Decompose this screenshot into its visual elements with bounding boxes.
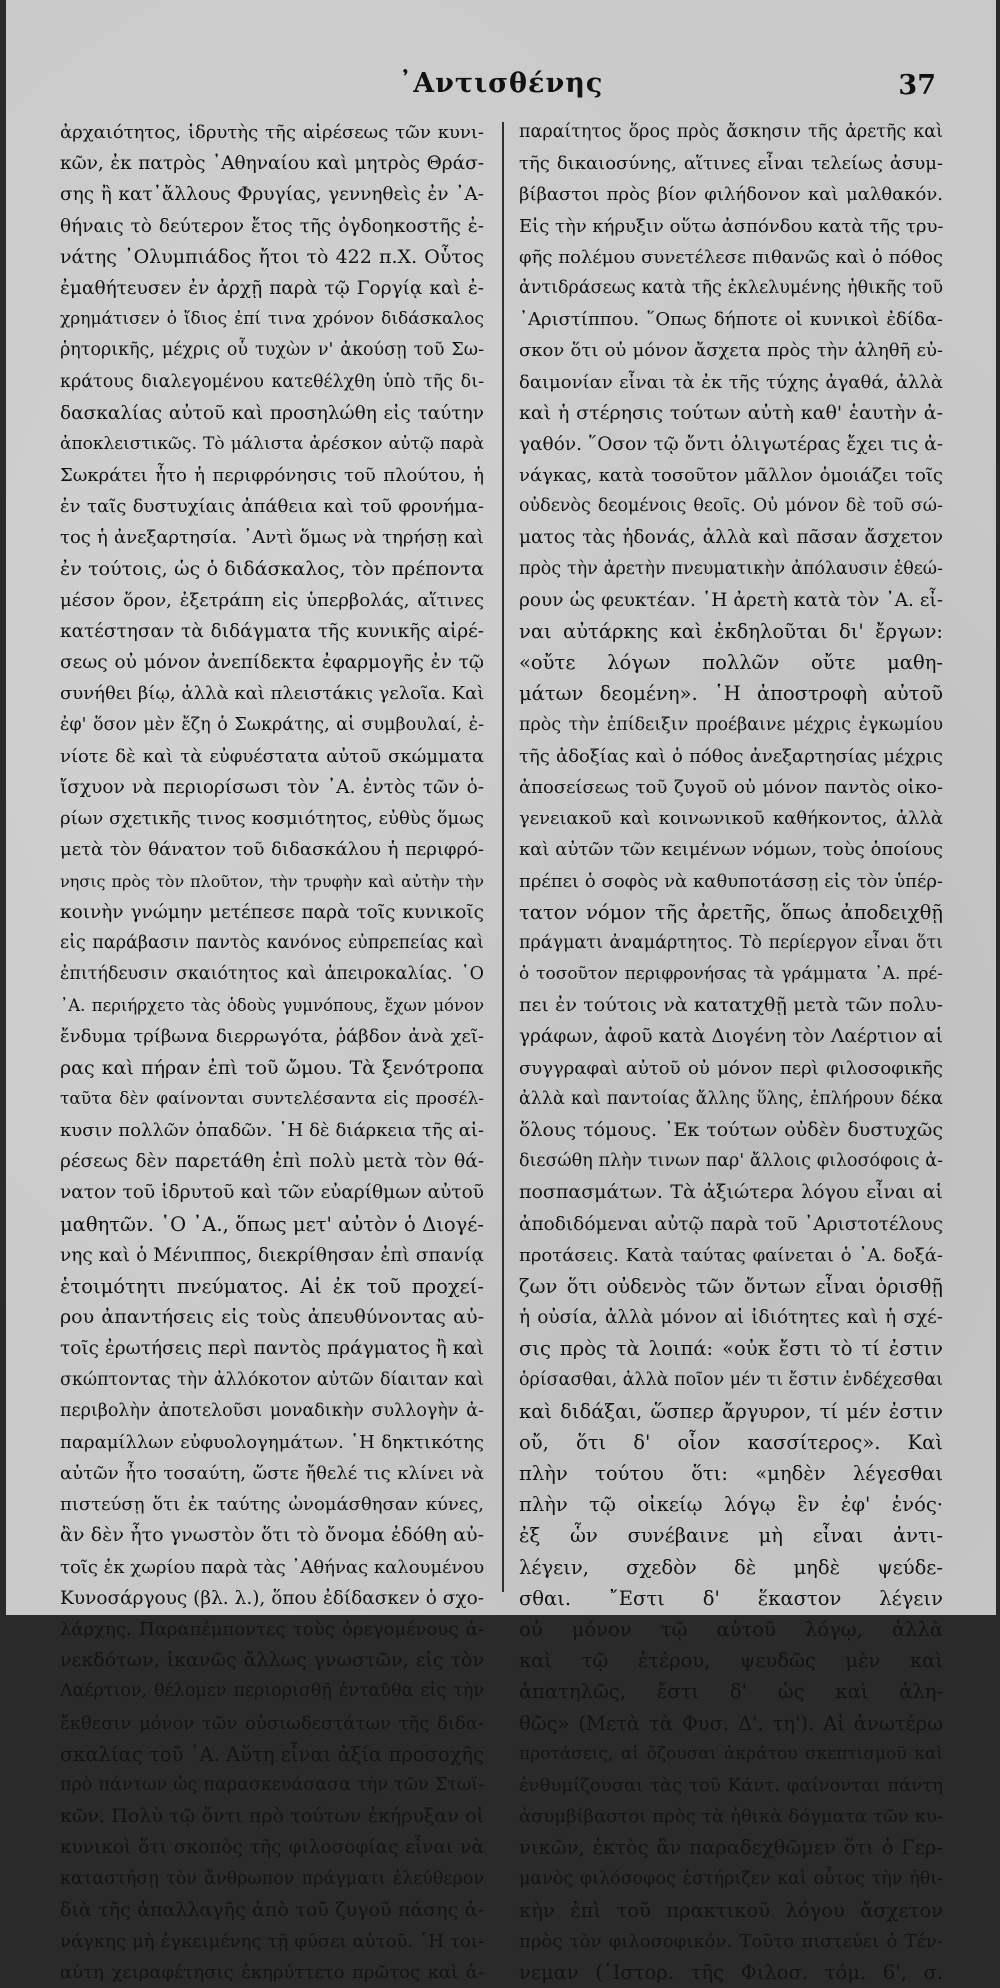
text-line: τοῖς ἐρωτήσεις περὶ παντὸς πράγματος ἢ καὶ <box>60 1338 484 1360</box>
text-line: ναι αὐτάρκης καὶ ἐκδηλοῦται δι' ἔργων: <box>519 620 943 643</box>
text-line: οὐδενὸς δεομένοις θεοῖς. Οὐ μόνον δὲ τοῦ σώ- <box>519 496 943 517</box>
text-line: καὶ ἡ στέρησις τούτων αὐτὴ καθ' ἑαυτὴν ἀ- <box>519 401 943 424</box>
text-line: προτάσεις. Κατὰ ταύτας φαίνεται ὁ ᾿Α. δοξά- <box>519 1244 943 1266</box>
running-title: ᾿Αντισθένης <box>398 68 604 99</box>
text-line: πλὴν τῷ οἰκείῳ λόγῳ ἓν ἐφ' ἑνός· <box>519 1493 943 1517</box>
text-line: μαθητῶν. ῾Ο ᾿Α., ὅπως μετ' αὐτὸν ὁ Διογέ- <box>60 1212 484 1236</box>
text-line: μάτων δεομένη». ῾Η ἀποστροφὴ αὐτοῦ <box>519 682 943 706</box>
text-line: παραμίλλων εὐφυολογημάτων. ῾Η δηκτικότης <box>60 1431 484 1453</box>
text-line: πει ἐν τούτοις νὰ κατατχθῇ μετὰ τῶν πολυ- <box>519 994 943 1017</box>
text-line: πιστεύσῃ ὅτι ἐκ ταύτης ὠνομάσθησαν κύνες, <box>60 1494 484 1516</box>
text-line: ἔκθεσιν μόνον τῶν οὐσιωδεστάτων τῆς διδα- <box>60 1712 484 1734</box>
text-line: ᾿Α. περιήρχετο τὰς ὁδοὺς γυμνόπους, ἔχων μόνον <box>60 996 484 1016</box>
text-line: κυνικοὶ ὅτι σκοπὸς τῆς φιλοσοφίας εἶναι νὰ <box>60 1837 484 1859</box>
text-line: θήναις τὸ δεύτερον ἔτος τῆς ὀγδοηκοστῆς ἐ- <box>60 215 484 237</box>
text-line: συγγραφαὶ αὐτοῦ οὐ μόνον περὶ φιλοσοφικῆς <box>519 1057 943 1079</box>
text-line: γαθόν. ῞Οσον τῷ ὄντι ὀλιγωτέρας ἔχει τις ἀ- <box>519 433 943 455</box>
text-line: ἀποκλειστικῶς. Τὸ μάλιστα ἀρέσκον αὐτῷ παρὰ <box>60 433 484 454</box>
text-line: κὴν ἐπὶ τοῦ πρακτικοῦ λόγου ἄσχετον <box>519 1898 943 1922</box>
text-line: σκαλίας τοῦ ᾿Α. Αὕτη εἶναι ἀξία προσοχῆς <box>60 1742 484 1766</box>
text-line: ρας καὶ πήραν ἐπὶ τοῦ ὤμου. Τὰ ξενότροπα <box>60 1056 484 1079</box>
text-line: προτάσεις, αἱ ὄζουσαι ἀκράτου σκεπτισμοῦ καὶ <box>519 1743 943 1764</box>
text-line: Εἰς τὴν κήρυξιν οὕτω ἀσπόνδου κατὰ τῆς τρυ- <box>519 215 943 237</box>
text-line: ματος τὰς ἡδονάς, ἀλλὰ καὶ πᾶσαν ἄσχετον <box>519 527 943 549</box>
text-line: φῆς πολέμου συνετέλεσε πιθανῶς καὶ ὁ πόθος <box>519 246 943 268</box>
text-line: ρίων σχετικῆς τινος κοσμιότητος, εὐθὺς ὅμως <box>60 808 484 830</box>
text-line: λέγειν, σχεδὸν δὲ μηδὲ ψεύδε- <box>519 1555 943 1579</box>
text-line: «οὔτε λόγων πολλῶν οὔτε μαθη- <box>519 651 943 675</box>
right-column <box>519 117 943 1988</box>
text-line: μέσον ὅρον, ἐξετράπη εἰς ὑπερβολάς, αἵτινες <box>60 589 484 611</box>
text-line: θῶς» (Μετὰ τὰ Φυσ. Δ'. τη'). Αἱ ἀνωτέρω <box>519 1711 943 1735</box>
text-line: κυσιν πολλῶν ὀπαδῶν. ῾Η δὲ διάρκεια τῆς αἱ- <box>60 1120 484 1141</box>
text-line: δαιμονίαν εἶναι τὰ ἐκ τῆς τύχης ἀγαθά, ἀλλὰ <box>519 371 943 393</box>
text-line: νίοτε δὲ καὶ τὰ εὐφυέστατα αὐτοῦ σκώμματα <box>60 745 484 767</box>
text-line: ἐνθυμίζουσαι τὰς τοῦ Κάντ. φαίνονται πάντη <box>519 1774 943 1796</box>
text-line: βίβαστοι πρὸς βίον φιλήδονον καὶ μαλθακόν. <box>519 184 943 206</box>
text-line: σις πρὸς τὰ λοιπά: «οὐκ ἔστι τὸ τί ἐστιν <box>519 1337 943 1361</box>
text-line: ἔνδυμα τρίβωνα διερρωγότα, ῥάβδον ἀνὰ χεῖ- <box>60 1026 484 1048</box>
text-line: ἐφ' ὅσον μὲν ἔζη ὁ Σωκράτης, αἱ συμβουλαί, ἐ- <box>60 714 484 735</box>
text-line: ἐν ταῖς δυστυχίαις ἀπάθεια καὶ τοῦ φρονήμα- <box>60 496 484 518</box>
text-line: σκον ὅτι οὐ μόνον ἄσχετα πρὸς τὴν ἀληθῆ εὐ- <box>519 340 943 362</box>
text-line: οὔ, ὅτι δ' οἷον κασσίτερος». Καὶ <box>519 1430 943 1454</box>
text-line: σθαι. ῎Εστι δ' ἕκαστον λέγειν <box>519 1586 943 1610</box>
text-line: ἐξ ὧν συνέβαινε μὴ εἶναι ἀντι- <box>519 1524 943 1548</box>
text-line: κῶν. Πολὺ τῷ ὄντι πρὸ τούτων ἐκήρυξαν οἱ <box>60 1805 484 1828</box>
text-line: ὅλους τόμους. ᾿Εκ τούτων οὐδὲν δυστυχῶς <box>519 1119 943 1141</box>
text-line: πρὸ πάντων ὡς παρασκευάσασα τὴν τῶν Στωϊ- <box>60 1774 484 1795</box>
text-line: χρημάτισεν ὁ ἴδιος ἐπί τινα χρόνον διδάσκαλος <box>60 309 484 330</box>
text-line: σης ἢ κατ᾿ἄλλους Φρυγίας, γεννηθεὶς ἐν ᾿Α- <box>60 184 484 206</box>
text-line: Σωκράτει ἦτο ἡ περιφρόνησις τοῦ πλούτου, ἡ <box>60 465 484 487</box>
text-line: τατον νόμον τῆς ἀρετῆς, ὅπως ἀποδειχθῇ <box>519 900 943 924</box>
text-line: πράγματι ἀναμάρτητος. Τὸ περίεργον εἶναι ὅτι <box>519 932 943 953</box>
text-line: διὰ τῆς ἀπαλλαγῆς ἀπὸ τοῦ ζυγοῦ πάσης ἀ- <box>60 1898 484 1921</box>
text-line: ἂν δὲν ἦτο γνωστὸν ὅτι τὸ ὄνομα ἐδόθη αὐ- <box>60 1524 484 1547</box>
text-line: κῶν, ἐκ πατρὸς ᾿Αθηναίου καὶ μητρὸς Θράσ- <box>60 153 484 175</box>
text-line: νατον τοῦ ἱδρυτοῦ καὶ τῶν εὐαρίθμων αὐτοῦ <box>60 1182 484 1204</box>
text-line: διεσώθη πλὴν τινων παρ' ἄλλοις φιλοσόφοις ἀ- <box>519 1151 943 1172</box>
text-line: αὐτῶν ἦτο τοσαύτη, ὥστε ἤθελέ τις κλίνει νὰ <box>60 1463 484 1485</box>
text-line: γράφων, ἀφοῦ κατὰ Διογένη τὸν Λαέρτιον αἱ <box>519 1026 943 1048</box>
text-line: νάγκης μὴ ἐγκειμένης τῇ φύσει αὐτοῦ. ῾Η τοι- <box>60 1930 484 1952</box>
text-line: ἀποδιδόμεναι αὐτῷ παρὰ τοῦ ᾿Αριστοτέλους <box>519 1213 943 1235</box>
text-line: ἀσυμβίβαστοι πρὸς τὰ ἠθικὰ δόγματα τῶν κυ- <box>519 1806 943 1828</box>
text-line: ἡ οὐσία, ἀλλὰ μόνον αἱ ἰδιότητες καὶ ἡ σχέ- <box>519 1307 943 1329</box>
text-line: παραίτητος ὅρος πρὸς ἄσκησιν τῆς ἀρετῆς καὶ <box>519 122 943 142</box>
text-line: σεως οὐ μόνον ἀνεπίδεκτα ἐφαρμογῆς ἐν τῷ <box>60 652 484 674</box>
text-line: τος ἡ ἀνεξαρτησία. ᾿Αντὶ ὅμως νὰ τηρήσῃ καὶ <box>60 527 484 549</box>
text-line: σκώπτοντας τὴν ἀλλόκοτον αὐτῶν δίαιταν καὶ <box>60 1369 484 1390</box>
text-line: ρέσεως δὲν παρετάθη ἐπὶ πολὺ μετὰ τὸν θά- <box>60 1151 484 1173</box>
text-line: μετὰ τὸν θάνατον τοῦ διδασκάλου ἡ περιφρό- <box>60 839 484 861</box>
text-line: μανὸς φιλόσοφος ἐστήριζεν καὶ οὗτος τὴν ἠθι- <box>519 1868 943 1889</box>
text-line: καταστήσῃ τὸν ἄνθρωπον πράγματι ἐλεύθερον <box>60 1868 484 1889</box>
text-line: νεμαν (῾Ιστορ. τῆς Φιλοσ. τόμ. 6', σ. <box>519 1961 943 1985</box>
text-line: αύτη χειραφέτησις ἐκηρύττετο πρῶτος καὶ ἀ- <box>60 1962 484 1984</box>
text-line: ἀρχαιότητος, ἱδρυτὴς τῆς αἱρέσεως τῶν κυνι- <box>60 122 484 143</box>
left-column <box>60 117 484 1988</box>
text-line: συνήθει βίῳ, ἀλλὰ καὶ πλειστάκις γελοῖα. Καὶ <box>60 683 484 705</box>
text-line: ῥητορικῆς, μέχρις οὗ τυχὼν ν' ἀκούσῃ τοῦ Σω- <box>60 340 484 361</box>
text-line: ἐν τούτοις, ὡς ὁ διδάσκαλος, τὸν πρέποντα <box>60 557 484 580</box>
text-line: πρὸς τὴν ἀρετὴν πνευματικὴν ἀπόλαυσιν ἐθεώ- <box>519 558 943 579</box>
scanned-page <box>6 0 996 1985</box>
text-line: γενειακοῦ καὶ κοινωνικοῦ καθήκοντος, ἀλλὰ <box>519 808 943 830</box>
text-line: καὶ διδάξαι, ὥσπερ ἄργυρον, τί μέν ἐστιν <box>519 1399 943 1423</box>
text-line: κοινὴν γνώμην μετέπεσε παρὰ τοῖς κυνικοῖς <box>60 901 484 923</box>
text-line: νάτης ᾿Ολυμπιάδος ἤτοι τὸ 422 π.Χ. Οὗτος <box>60 245 484 268</box>
text-line: ἀπατηλῶς, ἔστι δ' ὡς καὶ ἀλη- <box>519 1680 943 1704</box>
text-line: νικῶν, ἐκτὸς ἂν παραδεχθῶμεν ὅτι ὁ Γερ- <box>519 1836 943 1860</box>
text-line: ἑτοιμότητι πνεύματος. Αἱ ἐκ τοῦ προχεί- <box>60 1274 484 1298</box>
text-line: ταῦτα δὲν φαίνονται συντελέσαντα εἰς προσέλ- <box>60 1088 484 1109</box>
text-line: νεκδότων, ἱκανῶς ἄλλως γνωστῶν, εἰς τὸν <box>60 1649 484 1672</box>
text-line: πλὴν τούτου ὅτι: «μηδὲν λέγεσθαι <box>519 1462 943 1486</box>
text-line: ἴσχυον νὰ περιορίσωσι τὸν ᾿Α. ἐντὸς τῶν ὁ- <box>60 776 484 798</box>
text-line: καὶ τῷ ἑτέρου, ψευδῶς μὲν καὶ <box>519 1649 943 1673</box>
text-line: ρουν ὡς φευκτέαν. ῾Η ἀρετὴ κατὰ τὸν ᾿Α. εἶ- <box>519 589 943 611</box>
text-line: εἰς παράβασιν παντὸς κανόνος εὐπρεπείας καὶ <box>60 932 484 953</box>
text-line: ὁρίσασθαι, ἀλλὰ ποῖον μέν τι ἔστιν ἐνδέχεσθαι <box>519 1369 943 1390</box>
text-line: ἐπιτήδευσιν σκαιότητος καὶ ἀπειροκαλίας. ῾Ο <box>60 964 484 985</box>
text-line: τοῖς ἐκ χωρίου παρὰ τὰς ᾿Αθήνας καλουμένου <box>60 1556 484 1578</box>
text-line: Λαέρτιον, θέλομεν περιορισθῇ ἐνταῦθα εἰς τὴν <box>60 1681 484 1702</box>
text-line: νησις πρὸς τὸν πλοῦτον, τὴν τρυφὴν καὶ αὐτὴν τὴν <box>60 871 484 891</box>
text-line: πρὸς τὴν ἐπίδειξιν προέβαινε μέχρις ἐγκωμίου <box>519 714 943 735</box>
text-line: περιβολὴν ἀποτελοῦσι μοναδικὴν συλλογὴν ἀ- <box>60 1400 484 1421</box>
text-line: τῆς ἀδοξίας καὶ ὁ πόθος ἀνεξαρτησίας μέχρις <box>519 745 943 767</box>
text-line: Κυνοσάργους (βλ. λ.), ὅπου ἐδίδασκεν ὁ σχο- <box>60 1587 484 1609</box>
text-line: πρέπει ὁ σοφὸς νὰ καθυποτάσσῃ εἰς τὸν ὑπέρ- <box>519 870 943 892</box>
text-line: κατέστησαν τὰ διδάγματα τῆς κυνικῆς αἱρέ- <box>60 621 484 642</box>
text-line: ρου ἀπαντήσεις εἰς τοὺς ἀπευθύνοντας αὐ- <box>60 1306 484 1329</box>
text-line: καὶ αὐτῶν τῶν κειμένων νόμων, τοὺς ὁποίους <box>519 839 943 861</box>
text-line: ἀντιδράσεως κατὰ τῆς ἐκλελυμένης ἠθικῆς τοῦ <box>519 277 943 298</box>
text-line: ἀλλὰ καὶ παντοίας ἄλλης ὕλης, ἐπλήρουν δέκα <box>519 1088 943 1109</box>
text-line: κράτους διαλεγομένου κατεθέλχθη ὑπὸ τῆς δι- <box>60 371 484 392</box>
text-line: πρὸς τὸν φιλοσοφικόν. Τοῦτο πιστεύει ὁ Τέν- <box>519 1930 943 1952</box>
column-divider <box>502 122 504 1592</box>
text-line: ζων ὅτι οὐδενὸς τῶν ὄντων εἶναι ὁρισθῇ <box>519 1274 943 1298</box>
text-line: νης καὶ ὁ Μένιππος, διεκρίθησαν ἐπὶ σπανίᾳ <box>60 1244 484 1266</box>
text-line: ᾿Αριστίππου. ῞Οπως δήποτε οἱ κυνικοὶ ἐδίδα- <box>519 309 943 331</box>
text-line: τῆς δικαιοσύνης, αἵτινες εἶναι τελείως ἀσυμ- <box>519 153 943 175</box>
text-line: ἀποσείσεως τοῦ ζυγοῦ οὐ μόνον παντὸς οἰκο- <box>519 776 943 798</box>
page-number: 37 <box>898 70 936 101</box>
text-line: ὁ τοσοῦτον περιφρονήσας τὰ γράμματα ᾿Α. πρέ- <box>519 964 943 985</box>
text-line: λάρχης. Παραπέμποντες τοὺς ὀρεγομένους ἀ- <box>60 1619 484 1640</box>
text-line: ποσπασμάτων. Τὰ ἀξιώτερα λόγου εἶναι αἱ <box>519 1181 943 1204</box>
text-line: δασκαλίας αὐτοῦ καὶ προσηλώθη εἰς ταύτην <box>60 402 484 424</box>
text-line: νάγκας, κατὰ τοσοῦτον μᾶλλον ὁμοιάζει τοῖς <box>519 465 943 487</box>
text-line: ἐμαθήτευσεν ἐν ἀρχῇ παρὰ τῷ Γοργίᾳ καὶ ἐ- <box>60 277 484 299</box>
text-line: οὐ μόνον τῷ αὐτοῦ λόγῳ, ἀλλὰ <box>519 1618 943 1641</box>
